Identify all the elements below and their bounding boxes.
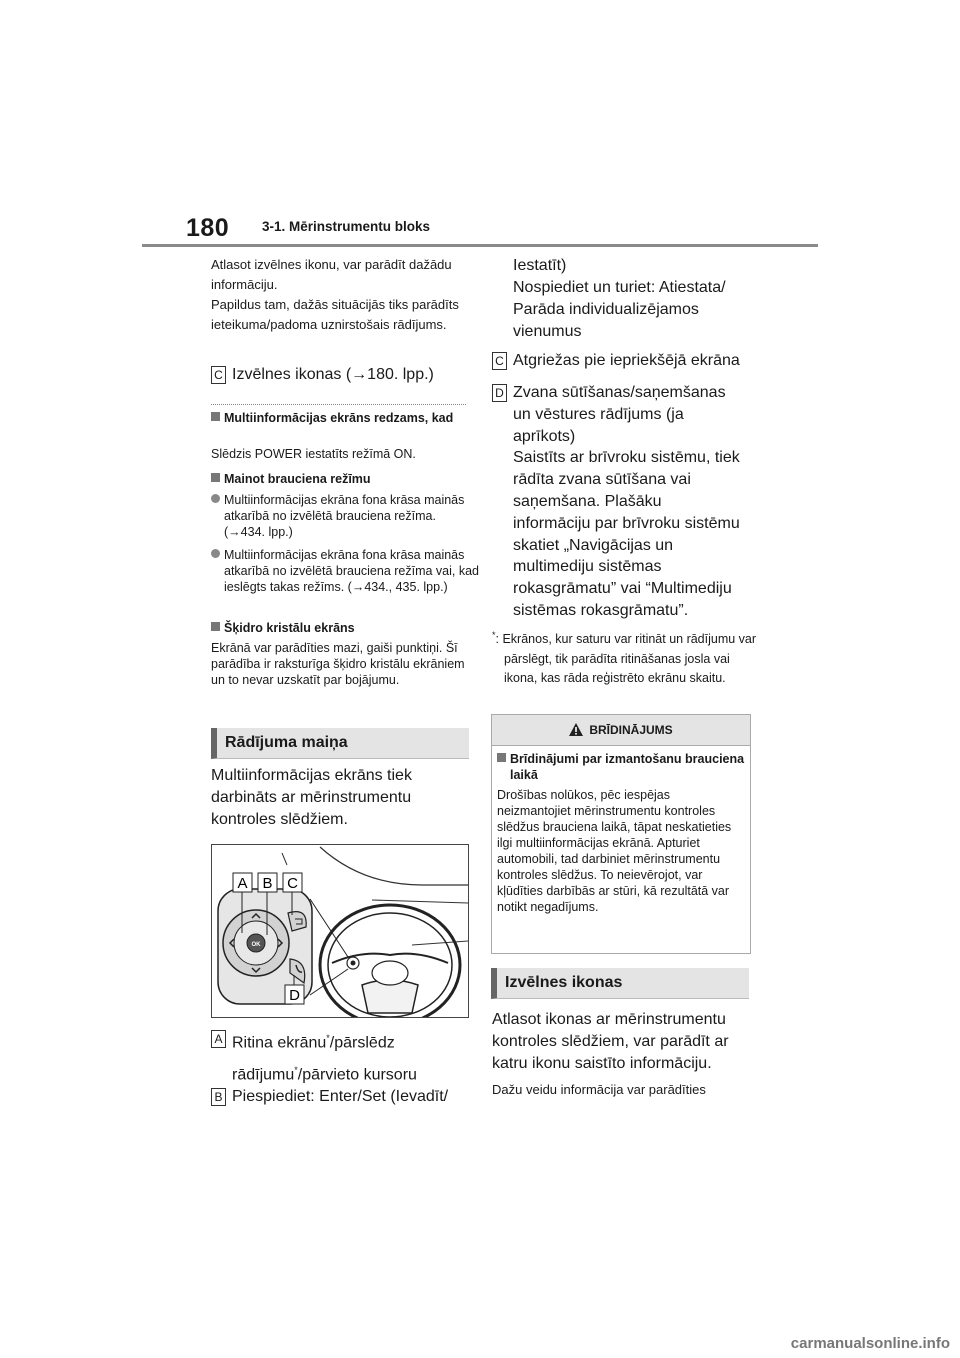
dotted-divider [211, 404, 466, 406]
warning-subtitle: Brīdinājumi par izmantošanu brauciena laikā [497, 751, 750, 783]
steering-wheel-illustration [211, 844, 469, 1018]
item-c-back-text: Atgriežas pie iepriekšējā ekrāna [513, 352, 740, 369]
mi-display-text: Slēdzis POWER iestatīts režīmā ON. [211, 447, 416, 461]
square-bullet-icon [497, 753, 506, 762]
warning-triangle-icon [569, 723, 583, 736]
label-c: C [287, 875, 298, 892]
lcd-text: Ekrānā var parādīties mazi, gaiši punktiņi. Šī parādība ir raksturīga šķidro kristālu ekrāniem un to nevar uzskatīt par bojājumu. [211, 641, 465, 687]
badge-a: A [211, 1030, 226, 1048]
page-number: 180 [186, 214, 230, 242]
watermark: carmanualsonline.info [790, 1335, 950, 1352]
item-c-text: Izvēlnes ikonas (→180. lpp.) [232, 366, 434, 383]
square-bullet-icon [211, 412, 220, 421]
item-b-text: Piespiediet: Enter/Set (Ievadīt/ [232, 1088, 449, 1105]
warning-text: Drošības nolūkos, pēc iespējas neizmantojiet mērinstrumentu kontroles slēdžus brauciena laikā, tāpat neskatieties ilgi multiinformācijas ekrānā. Apturiet automobili, tad darbiniet mērinstrumentu kontroles slēdžus. To neievērojot, var kļūdīties darbībās ar stūri, kā rezultātā var notikt negadījums. [497, 788, 732, 914]
lcd-title: Šķidro kristālu ekrāns [211, 620, 466, 636]
last-line: Dažu veidu informācija var parādīties [492, 1082, 706, 1097]
heading-menu-icons: Izvēlnes ikonas [491, 968, 749, 999]
label-d: D [289, 987, 300, 1004]
section-title: 3-1. Mērinstrumentu bloks [262, 219, 431, 234]
drive-mode-bullet-2: Multiinformācijas ekrāna fona krāsa mainās atkarībā no izvēlētā brauciena režīma vai, kad ieslēgts takas režīms. (→434., 435. lpp.) [211, 547, 479, 595]
label-b: B [262, 875, 273, 892]
intro-paragraph-1: Atlasot izvēlnes ikonu, var parādīt dažādu informāciju. [211, 257, 452, 292]
badge-d: D [492, 384, 507, 402]
intro-paragraph-2: Papildus tam, dažās situācijās tiks parādīts ieteikuma/padoma uznirstošais rādījums. [211, 297, 459, 332]
square-bullet-icon [211, 473, 220, 482]
icons-paragraph: Atlasot ikonas ar mērinstrumentu kontroles slēdžiem, var parādīt ar katru ikonu saistīto informāciju. [492, 1011, 729, 1072]
label-a: A [237, 875, 248, 892]
warning-header: BRĪDINĀJUMS [492, 715, 750, 746]
badge-b: B [211, 1088, 226, 1106]
steering-wheel-svg [212, 845, 468, 1017]
controls-paragraph: Multiinformācijas ekrāns tiek darbināts ar mērinstrumentu kontroles slēdžiem. [211, 767, 412, 828]
square-bullet-icon [211, 622, 220, 631]
header-rule [142, 244, 818, 247]
round-bullet-icon [211, 549, 220, 558]
footnote: *: Ekrānos, kur saturu var ritināt un rādījumu var pārslēgt, tik parādīta ritināšanas josla vai ikona, kas rāda reģistrēto ekrānu skaitu. [492, 630, 757, 686]
round-bullet-icon [211, 494, 220, 503]
badge-c-right: C [492, 352, 507, 370]
heading-display-change: Rādījuma maiņa [211, 728, 469, 759]
drive-mode-bullet-1: Multiinformācijas ekrāna fona krāsa mainās atkarībā no izvēlētā brauciena režīma. (→434. lpp.) [211, 492, 479, 540]
badge-c: C [211, 366, 226, 384]
drive-mode-title: Mainot brauciena režīmu [211, 471, 466, 487]
item-b-continued: Iestatīt) Nospiediet un turiet: Atiestata/ Parāda individualizējamos vienumus [513, 257, 726, 340]
mi-display-title: Multiinformācijas ekrāns redzams, kad [211, 410, 469, 426]
ok-label: OK [251, 942, 261, 948]
warning-box [491, 714, 751, 954]
